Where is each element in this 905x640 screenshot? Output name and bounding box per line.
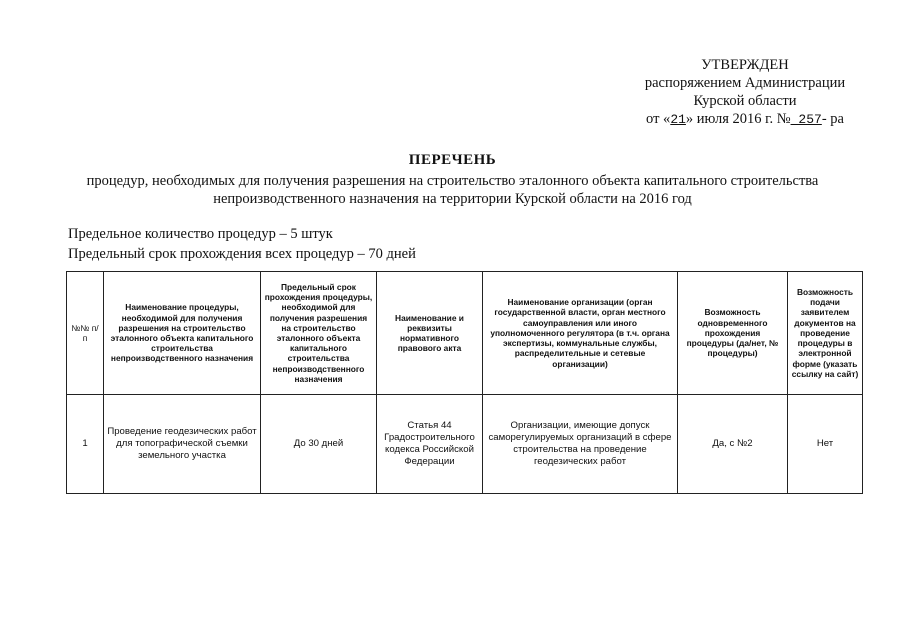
cell-organization: Организации, имеющие допуск саморегулируемых организаций в сфере строительства на проведение геодезических работ bbox=[483, 395, 678, 494]
header-procedure: Наименование процедуры, необходимой для получения разрешения на строительство эталонного объекта капитального строительства непроизводственного назначения bbox=[104, 272, 261, 395]
cell-electronic: Нет bbox=[788, 395, 863, 494]
table-row bbox=[67, 395, 863, 494]
limit-duration: Предельный срок прохождения всех процедур – 70 дней bbox=[68, 246, 416, 262]
header-term: Предельный срок прохождения процедуры, необходимой для получения разрешения на строительство эталонного объекта капитального строительства непроизводственного назначения bbox=[261, 272, 377, 395]
order-number: _257 bbox=[790, 112, 822, 127]
document-heading: ПЕРЕЧЕНЬ bbox=[408, 152, 497, 168]
approval-stamp bbox=[600, 56, 890, 129]
header-organization: Наименование организации (орган государственной власти, орган местного самоуправления или иного уполномоченного регулятора (в т.ч. органа экспертизы, коммунальные службы, распределительные и сетевые организации) bbox=[483, 272, 678, 395]
approval-issuer: распоряжением Администрации bbox=[644, 75, 846, 91]
date-day: 21 bbox=[670, 112, 686, 127]
procedures-table bbox=[66, 271, 863, 494]
approval-date bbox=[600, 110, 890, 129]
date-suffix: - ра bbox=[821, 111, 844, 127]
cell-legal-act: Статья 44 Градостроительного кодекса Российской Федерации bbox=[377, 395, 483, 494]
document-subtitle bbox=[0, 172, 905, 208]
date-prefix: от « bbox=[646, 111, 671, 127]
limit-count: Предельное количество процедур – 5 штук bbox=[68, 226, 333, 242]
subtitle-line-2: непроизводственного назначения на территории Курской области на 2016 год bbox=[213, 191, 692, 207]
header-legal-act: Наименование и реквизиты нормативного правового акта bbox=[377, 272, 483, 395]
cell-term: До 30 дней bbox=[261, 395, 377, 494]
cell-procedure: Проведение геодезических работ для топографической съемки земельного участка bbox=[104, 395, 261, 494]
header-electronic: Возможность подачи заявителем документов на проведение процедуры в электронной форме (указать ссылку на сайт) bbox=[788, 272, 863, 395]
table-header-row bbox=[67, 272, 863, 395]
procedure-limits bbox=[68, 224, 416, 264]
approval-title: УТВЕРЖДЕН bbox=[701, 57, 789, 73]
cell-number: 1 bbox=[67, 395, 104, 494]
header-number: №№ п/п bbox=[67, 272, 104, 395]
cell-simultaneous: Да, с №2 bbox=[678, 395, 788, 494]
subtitle-line-1: процедур, необходимых для получения разрешения на строительство эталонного объекта капитального строительства bbox=[86, 173, 819, 189]
approval-region: Курской области bbox=[693, 93, 797, 109]
header-simultaneous: Возможность одновременного прохождения процедуры (да/нет, № процедуры) bbox=[678, 272, 788, 395]
date-middle: » июля 2016 г. № bbox=[685, 111, 791, 127]
